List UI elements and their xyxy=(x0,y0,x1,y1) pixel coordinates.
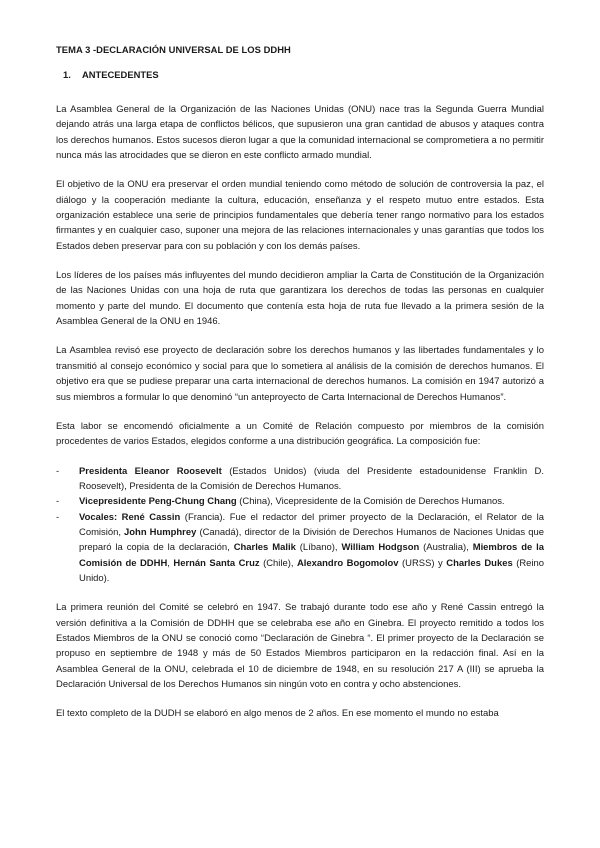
list-item xyxy=(56,464,544,495)
paragraph-world-leaders: Los líderes de los países más influyentes del mundo decidieron ampliar la Carta de Constitución de la Organización de las Naciones Unidas con una hoja de ruta que garantizara los derechos de todas las personas en cualquier momento y parte del mundo. El documento que contenía esta hoja de ruta fue llevado a la primera sesión de la Asamblea General de la ONU en 1946. xyxy=(56,270,544,328)
member-description: (Chile), xyxy=(259,557,297,569)
member-description: (Líbano), xyxy=(295,542,342,554)
member-name: Hernán Santa Cruz xyxy=(173,557,260,569)
section-heading xyxy=(56,69,544,80)
member-name: Vocales: René Cassin xyxy=(79,511,181,523)
paragraph-dudh-text: El texto completo de la DUDH se elaboró en algo menos de 2 años. En ese momento el mundo no estaba xyxy=(56,708,499,720)
member-description: (Estados Unidos) (viuda del Presidente estadounidense Franklin D. Roosevelt), Presidenta de la Comisión de Derechos Humanos. xyxy=(79,465,544,492)
paragraph-onu-origin: La Asamblea General de la Organización de las Naciones Unidas (ONU) nace tras la Segunda Guerra Mundial dejando atrás una larga etapa de conflictos bélicos, que supusieron una gran cantidad de abusos y ataques contra los derechos humanos. Estos sucesos dieron lugar a que la comunidad internacional se comprometiera a no permitir nunca más las atrocidades que se dieron en este conflicto armado mundial. xyxy=(56,104,544,162)
member-description: (URSS) y xyxy=(398,557,447,569)
member-name: Miembros de la Comisión de DDHH xyxy=(79,542,544,569)
member-description: (Reino Unido). xyxy=(79,557,544,584)
committee-members-list xyxy=(56,464,544,587)
paragraph-first-meeting: La primera reunión del Comité se celebró en 1947. Se trabajó durante todo ese año y René Cassin entregó la versión definitiva a la Comisión de DDHH que se celebraba ese año en Ginebra. El proyecto remitido a todos los Estados Miembros de la ONU se conoció como “Declaración de Ginebra “. El primer proyecto de la Declaración se propuso en septiembre de 1948 y más de 50 Estados Miembros participaron en la redacción final. Así en la Asamblea General de la ONU, celebrada el 10 de diciembre de 1948, en su resolución 217 A (III) se aprueba la Declaración Universal de los Derechos Humanos sin ningún voto en contra y ocho abstenciones. xyxy=(56,602,544,690)
member-description: (China), Vicepresidente de la Comisión de Derechos Humanos. xyxy=(236,496,505,508)
member-name: William Hodgson xyxy=(341,542,420,554)
list-item xyxy=(56,510,544,587)
section-number: 1. xyxy=(63,69,71,80)
member-name: Charles Malik xyxy=(233,542,296,554)
paragraph-committee: Esta labor se encomendó oficialmente a un Comité de Relación compuesto por miembros de la comisión procedentes de varios Estados, elegidos conforme a una distribución geográfica. La composición fue: xyxy=(56,420,544,448)
paragraph-onu-objective: El objetivo de la ONU era preservar el orden mundial teniendo como método de solución de controversia la paz, el diálogo y la cooperación mediante la cultura, educación, enseñanza y el respeto mutuo entre estados. Esta organización establece una serie de principios fundamentales que debería tener rango normativo para los estados firmantes y en cualquier caso, suponer una mejora de las relaciones internacionales y unas garantías que todos los Estados deben preservar para con su población y con los demás países. xyxy=(56,179,544,252)
list-dash: - xyxy=(56,496,60,508)
member-description: (Australia), xyxy=(419,542,473,554)
paragraph-assembly-review: La Asamblea revisó ese proyecto de declaración sobre los derechos humanos y las libertades fundamentales y lo transmitió al consejo económico y social para que lo sometiera al análisis de la comisión de derechos humanos. El objetivo era que se pudiese preparar una carta internacional de derechos humanos. La comisión en 1947 autorizó a sus miembros a formular lo que denominó “un anteproyecto de Carta Internacional de Derechos Humanos”. xyxy=(56,345,544,403)
list-item xyxy=(56,494,544,509)
member-description: (Canadá), director de la División de Derechos Humanos de Naciones Unidas que preparó la copia de la declaración, xyxy=(79,526,544,554)
document-title: TEMA 3 -DECLARACIÓN UNIVERSAL DE LOS DDHH xyxy=(56,44,291,55)
member-name: Vicepresidente Peng-Chung Chang xyxy=(79,496,237,508)
section-label: ANTECEDENTES xyxy=(82,69,159,80)
list-dash: - xyxy=(56,511,60,523)
member-name: Alexandro Bogomolov xyxy=(296,557,399,569)
list-dash: - xyxy=(56,465,60,477)
member-name: John Humphrey xyxy=(124,526,197,538)
member-description: , xyxy=(167,557,174,569)
member-name: Presidenta Eleanor Roosevelt xyxy=(79,465,222,477)
member-name: Charles Dukes xyxy=(446,557,513,569)
member-description: (Francia). Fue el redactor del primer proyecto de la Declaración, el Relator de la Comisión, xyxy=(79,511,544,538)
